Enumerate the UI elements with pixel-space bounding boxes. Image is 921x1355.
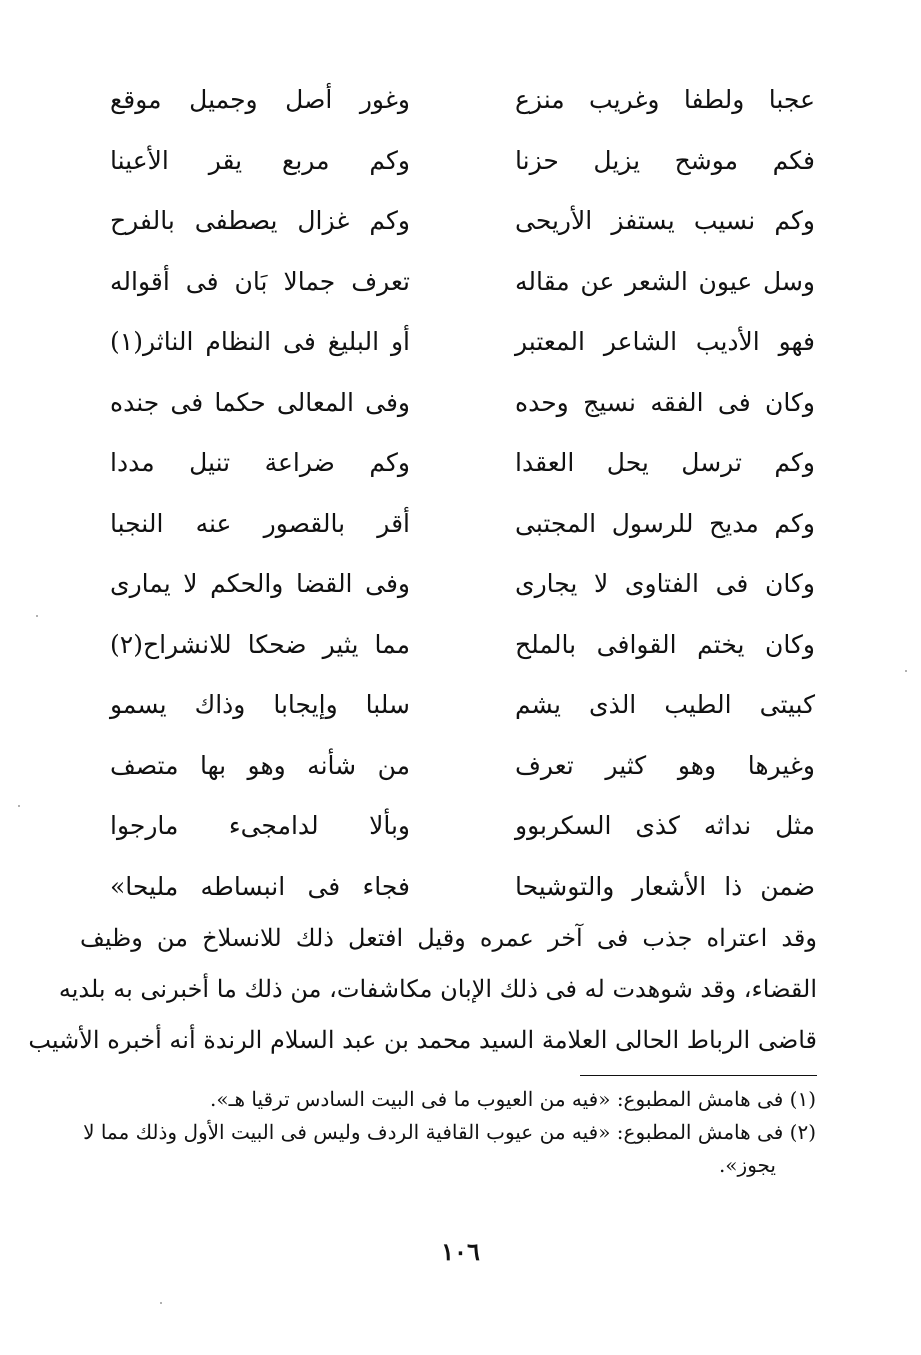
scan-speck	[905, 670, 907, 672]
body-paragraph	[28, 913, 817, 1066]
footnote-2: (٢) فى هامش المطبوع: «فيه من عيوب القافية الردف وليس فى البيت الأول وذلك مما لا	[83, 1120, 816, 1144]
verse-first-hemistich: وكم ترسل يحل العقدا	[515, 448, 815, 477]
footnote-separator	[580, 1075, 817, 1076]
verse-line	[95, 433, 815, 494]
verse-line	[95, 191, 815, 252]
verse-second-hemistich: وفى المعالى حكما فى جنده	[110, 387, 410, 417]
verse-first-hemistich: وغيرها وهو كثير تعرف	[515, 750, 815, 780]
verse-line	[95, 736, 815, 797]
scan-speck	[160, 1302, 162, 1304]
verse-second-hemistich: فجاء فى انبساطه مليحا»	[110, 871, 410, 901]
verse-first-hemistich: عجبا ولطفا وغريب منزع	[515, 85, 815, 114]
verse-line	[95, 857, 815, 918]
footnotes	[78, 1083, 816, 1182]
footnote-2-continuation: يجوز».	[718, 1153, 776, 1177]
verse-line	[95, 252, 815, 313]
verse-second-hemistich: أو البليغ فى النظام الناثر(١)	[110, 327, 410, 356]
verse-first-hemistich: فهو الأديب الشاعر المعتبر	[515, 327, 815, 356]
verse-first-hemistich: ضمن ذا الأشعار والتوشيحا	[515, 871, 815, 901]
verse-line	[95, 796, 815, 857]
paragraph-line: وقد اعتراه جذب فى آخر عمره وقيل افتعل ذلك للانسلاخ من وظيف	[80, 924, 817, 952]
verse-second-hemistich: وكم غزال يصطفى بالفرح	[110, 206, 410, 235]
verse-line	[95, 675, 815, 736]
verse-line	[95, 554, 815, 615]
verse-first-hemistich: وكان فى الفقه نسيج وحده	[515, 387, 815, 417]
verse-first-hemistich: وكم مديح للرسول المجتبى	[515, 508, 815, 538]
verse-second-hemistich: وكم مربع يقر الأعينا	[110, 145, 410, 175]
verse-second-hemistich: سلبا وإيجابا وذاك يسمو	[110, 690, 410, 719]
verse-second-hemistich: مما يثير ضحكا للانشراح(٢)	[110, 629, 410, 659]
verse-second-hemistich: وغور أصل وجميل موقع	[110, 85, 410, 114]
poem	[95, 70, 815, 917]
verse-first-hemistich: فكم موشح يزيل حزنا	[515, 145, 815, 175]
scan-speck	[18, 805, 20, 807]
verse-first-hemistich: مثل نداثه كذى السكربوو	[515, 811, 815, 840]
paragraph-line: القضاء، وقد شوهدت له فى ذلك الإبان مكاشفات، من ذلك ما أخبرنى به بلديه	[58, 975, 817, 1003]
verse-line	[95, 615, 815, 676]
verse-second-hemistich: وبألا لدامجىء مارجوا	[110, 811, 410, 840]
page-number: ١٠٦	[441, 1237, 480, 1266]
verse-first-hemistich: وكان فى الفتاوى لا يجارى	[515, 569, 815, 598]
verse-second-hemistich: أقر بالقصور عنه النجبا	[110, 508, 410, 538]
verse-line	[95, 312, 815, 373]
verse-second-hemistich: تعرف جمالا بَان فى أقواله	[110, 266, 410, 296]
verse-first-hemistich: وسل عيون الشعر عن مقاله	[515, 266, 815, 296]
verse-second-hemistich: وفى القضا والحكم لا يمارى	[110, 569, 410, 598]
footnote-1: (١) فى هامش المطبوع: «فيه من العيوب ما فى البيت السادس ترقيا هـ».	[210, 1087, 816, 1111]
verse-second-hemistich: وكم ضراعة تنيل مددا	[110, 448, 410, 477]
verse-first-hemistich: وكم نسيب يستفز الأريحى	[515, 206, 815, 235]
verse-second-hemistich: من شأنه وهو بها متصف	[110, 750, 410, 780]
verse-line	[95, 70, 815, 131]
scan-speck	[36, 615, 38, 617]
paragraph-line: قاضى الرباط الحالى العلامة السيد محمد بن عبد السلام الرندة أنه أخبره الأشيب	[28, 1026, 817, 1054]
verse-first-hemistich: كبيتى الطيب الذى يشم	[515, 690, 815, 719]
verse-line	[95, 373, 815, 434]
verse-line	[95, 494, 815, 555]
verse-line	[95, 131, 815, 192]
verse-first-hemistich: وكان يختم القوافى بالملح	[515, 629, 815, 659]
